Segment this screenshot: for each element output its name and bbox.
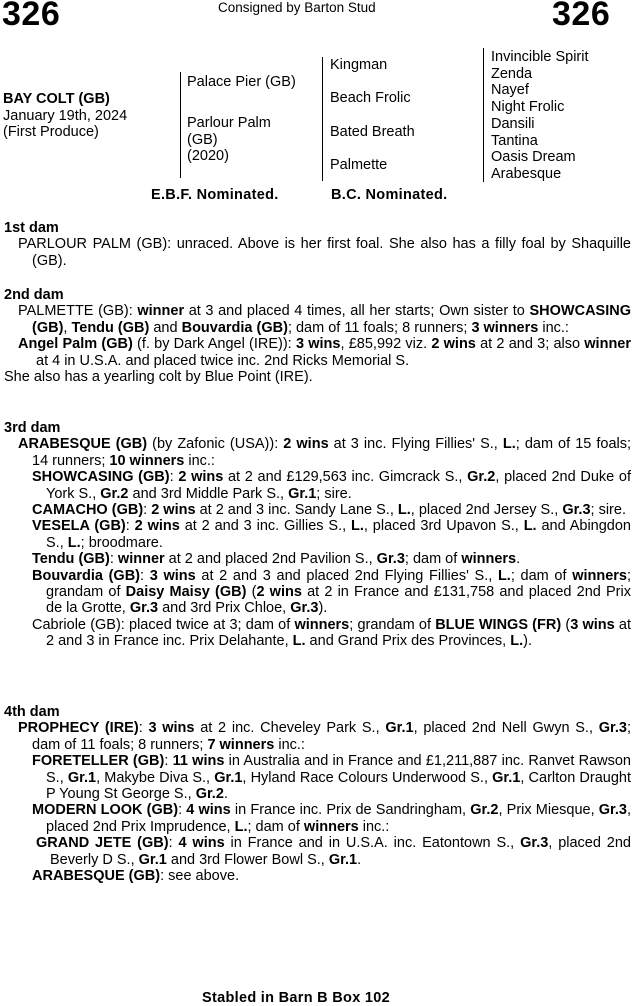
pedigree-divider-1 <box>180 72 181 178</box>
dam-dam: Palmette <box>330 157 388 173</box>
gen3-6: Tantina <box>491 132 538 149</box>
third-dam-section <box>4 420 631 650</box>
ebf-nominated: E.B.F. Nominated. <box>151 187 279 203</box>
lot-number-right: 326 <box>552 0 611 33</box>
third-generation <box>491 49 589 183</box>
dam <box>187 115 271 165</box>
foaling-date: January 19th, 2024 <box>3 107 128 124</box>
dam-country-line: (GB) <box>187 131 218 148</box>
produce-arabesque: ARABESQUE (GB): see above. <box>32 868 240 885</box>
first-dam-section <box>4 220 631 269</box>
consignor: Consigned by Barton Stud <box>218 0 376 15</box>
dam-name-line: Parlour Palm <box>187 115 271 131</box>
pedigree-divider-3 <box>483 48 484 182</box>
produce-modern-look: MODERN LOOK (GB): 4 wins in France inc. Prix de Sandringham, Gr.2, Prix Miesque, Gr.3, placed 2nd Prix Imprudence, L.; dam of winners inc.: <box>32 802 632 835</box>
produce-bouvardia: Bouvardia (GB): 3 wins at 2 and 3 and placed 2nd Flying Fillies' S., L.; dam of winners; grandam of Daisy Maisy (GB) (2 wins at 2 in France and £131,758 and placed 2nd Prix de la Grotte, Gr.3 and 3rd Prix Chloe, Gr.3). <box>32 567 632 617</box>
horse-name: BAY COLT (GB) <box>3 91 110 107</box>
gen3-5: Dansili <box>491 115 535 132</box>
dam-year-line: (2020) <box>187 148 229 164</box>
second-dam-produce: Angel Palm (GB) (f. by Dark Angel (IRE)): 3 wins, £85,992 viz. 2 wins at 2 and 3; also winner at 4 in U.S.A. and placed twice inc. 2nd Ricks Memorial S. <box>18 336 632 369</box>
gen3-8: Arabesque <box>491 165 562 182</box>
gen3-2: Zenda <box>491 65 533 82</box>
lot-number-left: 326 <box>2 0 61 33</box>
produce-showcasing: SHOWCASING (GB): 2 wins at 2 and £129,563 inc. Gimcrack S., Gr.2, placed 2nd Duke of York S., Gr.2 and 3rd Middle Park S., Gr.1; sire. <box>32 469 631 502</box>
horse-details <box>3 91 127 141</box>
gen3-7: Oasis Dream <box>491 149 576 166</box>
second-dam-note: She also has a yearling colt by Blue Point (IRE). <box>4 369 313 386</box>
second-dam-text: PALMETTE (GB): winner at 3 and placed 4 times, all her starts; Own sister to SHOWCASING (GB), Tendu (GB) and Bouvardia (GB); dam of 11 foals; 8 runners; 3 winners inc.: <box>18 303 631 336</box>
gen3-3: Nayef <box>491 82 529 99</box>
fourth-dam-section <box>4 704 631 884</box>
sire-dam: Beach Frolic <box>330 90 411 106</box>
stabling-info: Stabled in Barn B Box 102 <box>202 990 390 1006</box>
second-dam-heading: 2nd dam <box>4 287 64 303</box>
produce-foreteller: FORETELLER (GB): 11 wins in Australia and in France and £1,211,887 inc. Ranvet Rawson S., Gr.1, Makybe Diva S., Gr.1, Hyland Race Colours Underwood S., Gr.1, Carlton Draught P Young St George S., Gr.2. <box>32 753 631 803</box>
gen3-4: Night Frolic <box>491 99 565 116</box>
produce-note: (First Produce) <box>3 124 99 140</box>
produce-camacho: CAMACHO (GB): 2 wins at 2 and 3 inc. Sandy Lane S., L., placed 2nd Jersey S., Gr.3; sire. <box>32 502 626 519</box>
gen3-1: Invincible Spirit <box>491 49 589 65</box>
produce-grand-jete: GRAND JETE (GB): 4 wins in France and in U.S.A. inc. Eatontown S., Gr.3, placed 2nd Beverly D S., Gr.1 and 3rd Flower Bowl S., Gr.1. <box>36 835 631 868</box>
fourth-dam-text: PROPHECY (IRE): 3 wins at 2 inc. Cheveley Park S., Gr.1, placed 2nd Nell Gwyn S., Gr.3; dam of 11 foals; 8 runners; 7 winners inc.: <box>18 720 631 753</box>
fourth-dam-heading: 4th dam <box>4 704 60 720</box>
second-dam-section <box>4 287 631 385</box>
third-dam-heading: 3rd dam <box>4 420 61 436</box>
first-dam-text: PARLOUR PALM (GB): unraced. Above is her first foal. She also has a filly foal by Shaquille (GB). <box>18 236 631 269</box>
produce-cabriole: Cabriole (GB): placed twice at 3; dam of winners; grandam of BLUE WINGS (FR) (3 wins at 2 and 3 in France inc. Prix Delahante, L. and Grand Prix des Provinces, L.). <box>32 616 631 650</box>
produce-vesela: VESELA (GB): 2 wins at 2 and 3 inc. Gillies S., L., placed 3rd Upavon S., L. and Abingdon S., L.; broodmare. <box>32 518 631 551</box>
dam-sire: Bated Breath <box>330 124 415 140</box>
third-dam-text: ARABESQUE (GB) (by Zafonic (USA)): 2 wins at 3 inc. Flying Fillies' S., L.; dam of 15 foals; 14 runners; 10 winners inc.: <box>18 436 632 469</box>
first-dam-heading: 1st dam <box>4 220 59 236</box>
pedigree-divider-2 <box>322 57 323 181</box>
sire: Palace Pier (GB) <box>187 74 296 90</box>
produce-tendu: Tendu (GB): winner at 2 and placed 2nd Pavilion S., Gr.3; dam of winners. <box>32 551 521 568</box>
bc-nominated: B.C. Nominated. <box>331 187 448 203</box>
sire-sire: Kingman <box>330 57 388 73</box>
